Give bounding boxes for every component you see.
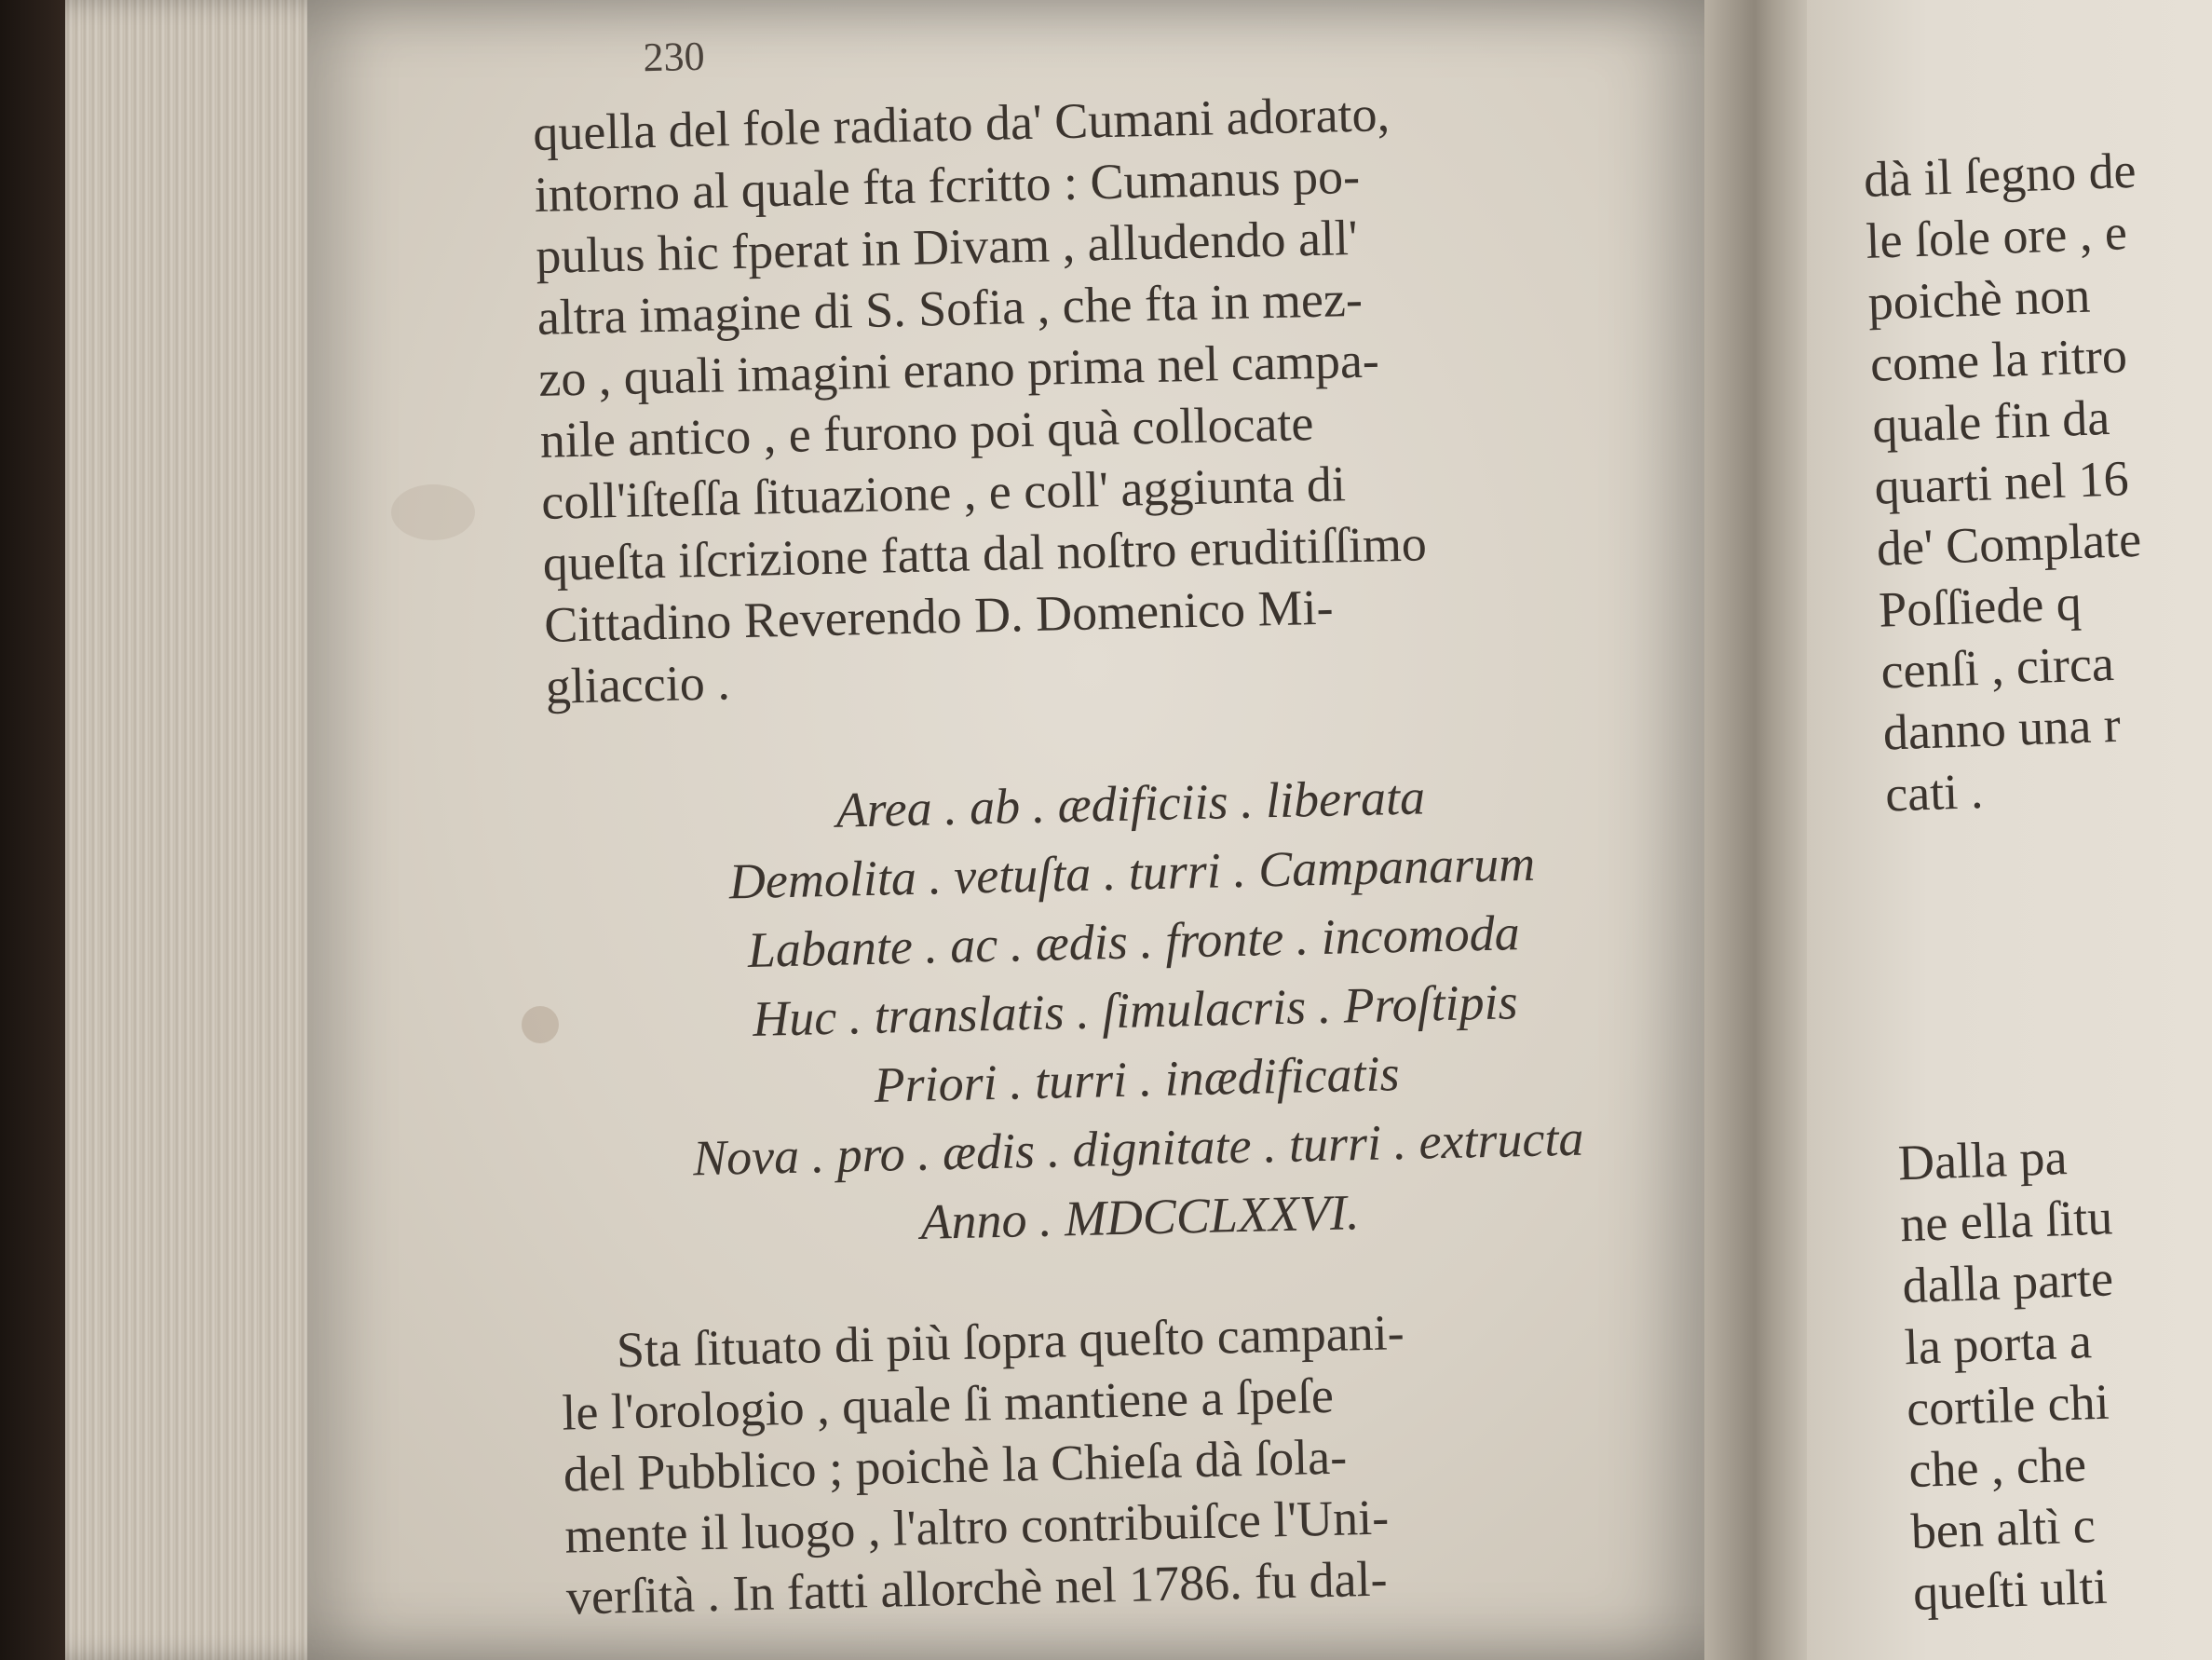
- inscription-line: Priori . turri . inædificatis: [873, 1045, 1401, 1113]
- text-line: coll'iſteſſa ſituazione , e coll' aggiunta di: [540, 456, 1347, 530]
- right-text-line: quale fin da: [1871, 388, 2111, 454]
- right-text-line: queſti ulti: [1912, 1558, 2109, 1622]
- right-text-line: ne ella ſitu: [1899, 1189, 2114, 1253]
- right-text-line: poichè non: [1866, 266, 2092, 331]
- right-text-line: cati .: [1884, 762, 1985, 823]
- latin-inscription: [548, 755, 1722, 1264]
- right-page-lines-top: [1863, 129, 2212, 824]
- right-page-lines-bottom: [1897, 1112, 2212, 1624]
- page-number: 230: [642, 33, 706, 81]
- right-text-line: Poſſiede q: [1878, 575, 2083, 638]
- right-text-line: cenſi , circa: [1880, 634, 2115, 700]
- right-page: [1807, 0, 2212, 1660]
- text-line: Cittadino Reverendo D. Domenico Mi-: [543, 578, 1335, 653]
- page-edges: [65, 0, 345, 1660]
- text-line: Sta ſituato di più ſopra queſto campani-: [616, 1304, 1405, 1379]
- right-page-text: [1863, 129, 2212, 1624]
- text-line: altra imagine di S. Sofia , che fta in mez-: [536, 270, 1364, 346]
- text-line: del Pubblico ; poichè la Chieſa dà ſola-: [563, 1428, 1348, 1503]
- text-line: pulus hic fperat in Divam , alludendo all': [535, 209, 1359, 284]
- right-text-line: la porta a: [1903, 1313, 2093, 1376]
- right-text-line: come la ritro: [1869, 327, 2128, 392]
- right-text-line: che , che: [1907, 1435, 2087, 1499]
- text-line: intorno al quale fta fcritto : Cumanus po-: [534, 147, 1361, 223]
- right-text-line: de' Complate: [1875, 510, 2143, 577]
- inscription-line: Nova . pro . ædis . dignitate . turri . extructa: [692, 1109, 1585, 1187]
- inscription-line: Anno . MDCCLXXVI.: [919, 1184, 1361, 1250]
- left-page-text: [531, 11, 1730, 1628]
- right-text-line: le ſole ore , e: [1865, 204, 2128, 269]
- right-text-line: Dalla pa: [1896, 1129, 2069, 1191]
- inscription-line: Area . ab . ædificiis . liberata: [835, 769, 1426, 838]
- paper-stain: [391, 484, 475, 540]
- text-line: mente il luogo , l'altro contribuiſce l'Uni-: [563, 1489, 1390, 1564]
- right-text-line: quarti nel 16: [1873, 450, 2130, 515]
- text-line: gliaccio .: [545, 654, 731, 714]
- paragraph-1: [533, 76, 1711, 717]
- right-text-line: ben altì c: [1909, 1497, 2097, 1560]
- text-line: queſta iſcrizione fatta dal noſtro eruditiſſimo: [542, 515, 1428, 592]
- inscription-line: Huc . translatis . ſimulacris . Proſtipis: [752, 973, 1519, 1047]
- text-line: verſità . In fatti allorchè nel 1786. fu dal-: [565, 1550, 1389, 1626]
- text-line: nile antico , e furono poi quà collocate: [539, 395, 1314, 469]
- text-line: le l'orologio , quale ſi mantiene a ſpeſe: [561, 1367, 1335, 1441]
- right-text-line: dà il ſegno de: [1863, 142, 2137, 208]
- right-text-line: dalla parte: [1901, 1250, 2114, 1314]
- right-text-line: danno una r: [1881, 696, 2122, 761]
- right-text-line: cortile chi: [1906, 1373, 2110, 1437]
- inscription-line: Labante . ac . ædis . fronte . incomoda: [747, 905, 1521, 978]
- paragraph-2: [560, 1294, 1730, 1627]
- text-line: quella del fole radiato da' Cumani adorato,: [532, 86, 1391, 161]
- inscription-line: Demolita . vetuſta . turri . Campanarum: [728, 835, 1536, 910]
- text-line: zo , quali imagini erano prima nel campa-: [537, 332, 1380, 407]
